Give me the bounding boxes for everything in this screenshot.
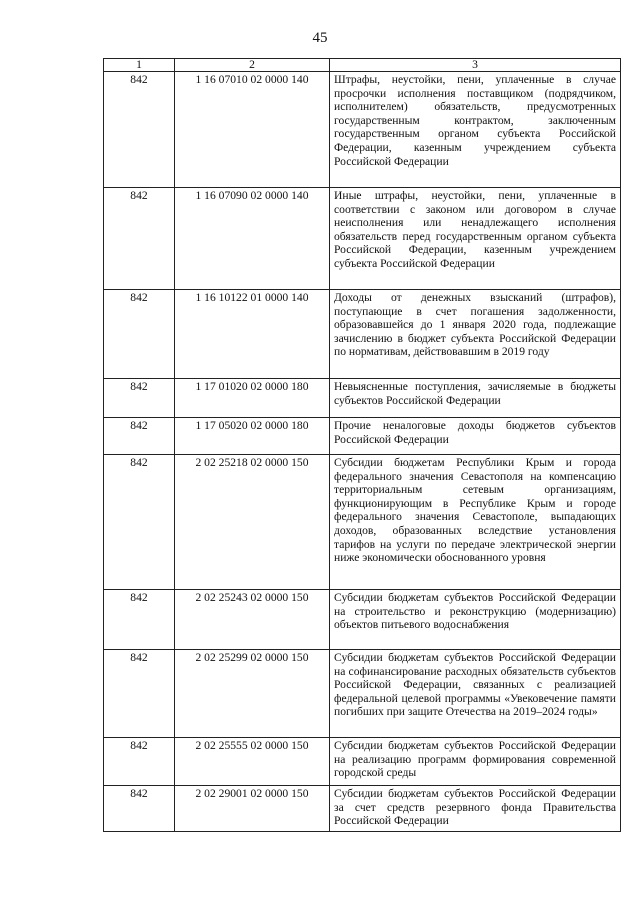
admin-code-cell: 842 bbox=[104, 379, 175, 418]
description-cell: Доходы от денежных взысканий (штрафов), поступающие в счет погашения задолженности, образовавшейся до 1 января 2020 года, подлежащие зачислению в бюджет субъекта Российской Федерации по нормативам, действовавшим в 2019 году bbox=[330, 290, 621, 379]
description-cell: Иные штрафы, неустойки, пени, уплаченные в соответствии с законом или договором в случае неисполнения или ненадлежащего исполнения обязательств перед государственным органом субъекта Российской Федерации, казенным учреждением субъекта Российской Федерации bbox=[330, 188, 621, 290]
admin-code-cell: 842 bbox=[104, 590, 175, 650]
budget-code-cell: 2 02 29001 02 0000 150 bbox=[175, 786, 330, 832]
table-row bbox=[104, 418, 621, 455]
description-cell: Прочие неналоговые доходы бюджетов субъектов Российской Федерации bbox=[330, 418, 621, 455]
budget-code-cell: 2 02 25218 02 0000 150 bbox=[175, 455, 330, 590]
admin-code-cell: 842 bbox=[104, 650, 175, 738]
admin-code-cell: 842 bbox=[104, 738, 175, 786]
description-cell: Невыясненные поступления, зачисляемые в бюджеты субъектов Российской Федерации bbox=[330, 379, 621, 418]
page-number: 45 bbox=[312, 30, 328, 46]
description-cell: Субсидии бюджетам субъектов Российской Федерации на реализацию программ формирования современной городской среды bbox=[330, 738, 621, 786]
admin-code-cell: 842 bbox=[104, 188, 175, 290]
description-cell: Субсидии бюджетам субъектов Российской Федерации на софинансирование расходных обязательств субъектов Российской Федерации, связанных с реализацией федеральной целевой программы «Увековечение памяти погибших при защите Отечества на 2019–2024 годы» bbox=[330, 650, 621, 738]
column-header-1: 1 bbox=[104, 59, 175, 72]
table-row bbox=[104, 188, 621, 290]
table-row bbox=[104, 290, 621, 379]
budget-code-cell: 2 02 25243 02 0000 150 bbox=[175, 590, 330, 650]
description-cell: Субсидии бюджетам Республики Крым и города федерального значения Севастополя на компенсацию территориальным сетевым организациям, функционирующим в Республике Крым и городе федерального значения Севастополе, выпадающих доходов, образованных вследствие установления тарифов на услуги по передаче электрической энергии ниже экономически обоснованного уровня bbox=[330, 455, 621, 590]
admin-code-cell: 842 bbox=[104, 290, 175, 379]
admin-code-cell: 842 bbox=[104, 786, 175, 832]
budget-code-cell: 1 16 07090 02 0000 140 bbox=[175, 188, 330, 290]
description-cell: Субсидии бюджетам субъектов Российской Федерации за счет средств резервного фонда Правительства Российской Федерации bbox=[330, 786, 621, 832]
column-header-2: 2 bbox=[175, 59, 330, 72]
table-row bbox=[104, 379, 621, 418]
budget-code-cell: 1 16 10122 01 0000 140 bbox=[175, 290, 330, 379]
budget-code-cell: 2 02 25555 02 0000 150 bbox=[175, 738, 330, 786]
admin-code-cell: 842 bbox=[104, 418, 175, 455]
description-cell: Штрафы, неустойки, пени, уплаченные в случае просрочки исполнения поставщиком (подрядчиком, исполнителем) обязательств, предусмотренных государственным контрактом, заключенным государственным органом субъекта Российской Федерации, казенным учреждением субъекта Российской Федерации bbox=[330, 72, 621, 188]
admin-code-cell: 842 bbox=[104, 455, 175, 590]
table-row bbox=[104, 590, 621, 650]
budget-code-cell: 1 16 07010 02 0000 140 bbox=[175, 72, 330, 188]
budget-code-cell: 1 17 01020 02 0000 180 bbox=[175, 379, 330, 418]
table-row bbox=[104, 650, 621, 738]
table-header-row bbox=[104, 59, 621, 72]
column-header-3: 3 bbox=[330, 59, 621, 72]
table-row bbox=[104, 738, 621, 786]
admin-code-cell: 842 bbox=[104, 72, 175, 188]
table-row bbox=[104, 72, 621, 188]
description-cell: Субсидии бюджетам субъектов Российской Федерации на строительство и реконструкцию (модернизацию) объектов питьевого водоснабжения bbox=[330, 590, 621, 650]
budget-code-cell: 2 02 25299 02 0000 150 bbox=[175, 650, 330, 738]
table-row bbox=[104, 455, 621, 590]
revenue-classification-table bbox=[103, 58, 621, 832]
table-row bbox=[104, 786, 621, 832]
budget-code-cell: 1 17 05020 02 0000 180 bbox=[175, 418, 330, 455]
